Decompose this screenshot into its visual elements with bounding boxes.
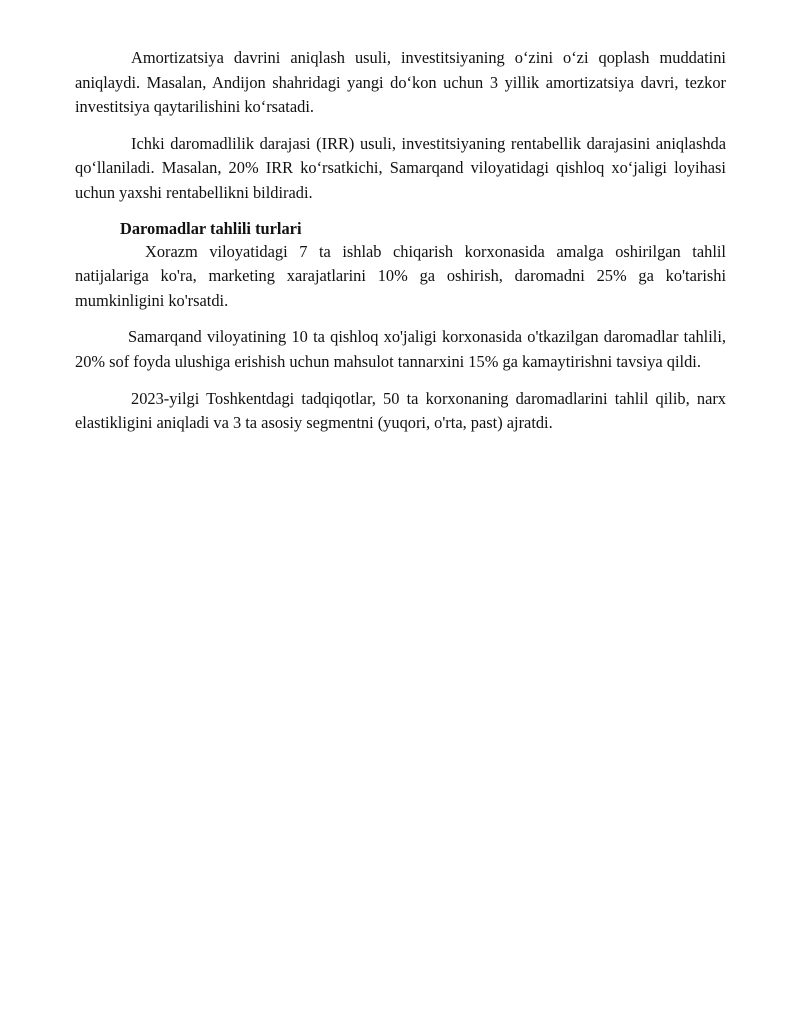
section-heading: Daromadlar tahlili turlari xyxy=(120,218,302,238)
paragraph-xorazm: Xorazm viloyatidagi 7 ta ishlab chiqarish korxonasida amalga oshirilgan tahlil natijalariga ko'ra, marketing xarajatlarini 10% ga oshirish, daromadni 25% ga ko'tarishi mumkinligini ko'rsatdi. xyxy=(75,241,726,310)
document-page xyxy=(75,46,726,448)
paragraph-irr: Ichki daromadlilik darajasi (IRR) usuli, investitsiyaning rentabellik darajasini aniqlashda qo‘llaniladi. Masalan, 20% IRR ko‘rsatkichi, Samarqand viloyatidagi qishloq xo‘jaligi loyihasi uchun yaxshi rentabellikni bildiradi. xyxy=(75,133,726,202)
paragraph-amortization: Amortizatsiya davrini aniqlash usuli, investitsiyaning o‘zini o‘zi qoplash muddatini aniqlaydi. Masalan, Andijon shahridagi yangi do‘kon uchun 3 yillik amortizatsiya davri, tezkor investitsiya qaytarilishini ko‘rsatadi. xyxy=(75,48,726,117)
paragraph-toshkent: 2023-yilgi Toshkentdagi tadqiqotlar, 50 ta korxonaning daromadlarini tahlil qilib, narx elastikligini aniqladi va 3 ta asosiy segmentni (yuqori, o'rta, past) ajratdi. xyxy=(75,388,726,433)
paragraph-samarqand: Samarqand viloyatining 10 ta qishloq xo'jaligi korxonasida o'tkazilgan daromadlar tahlili, 20% sof foyda ulushiga erishish uchun mahsulot tannarxini 15% ga kamaytirishni tavsiya qildi. xyxy=(75,327,726,371)
